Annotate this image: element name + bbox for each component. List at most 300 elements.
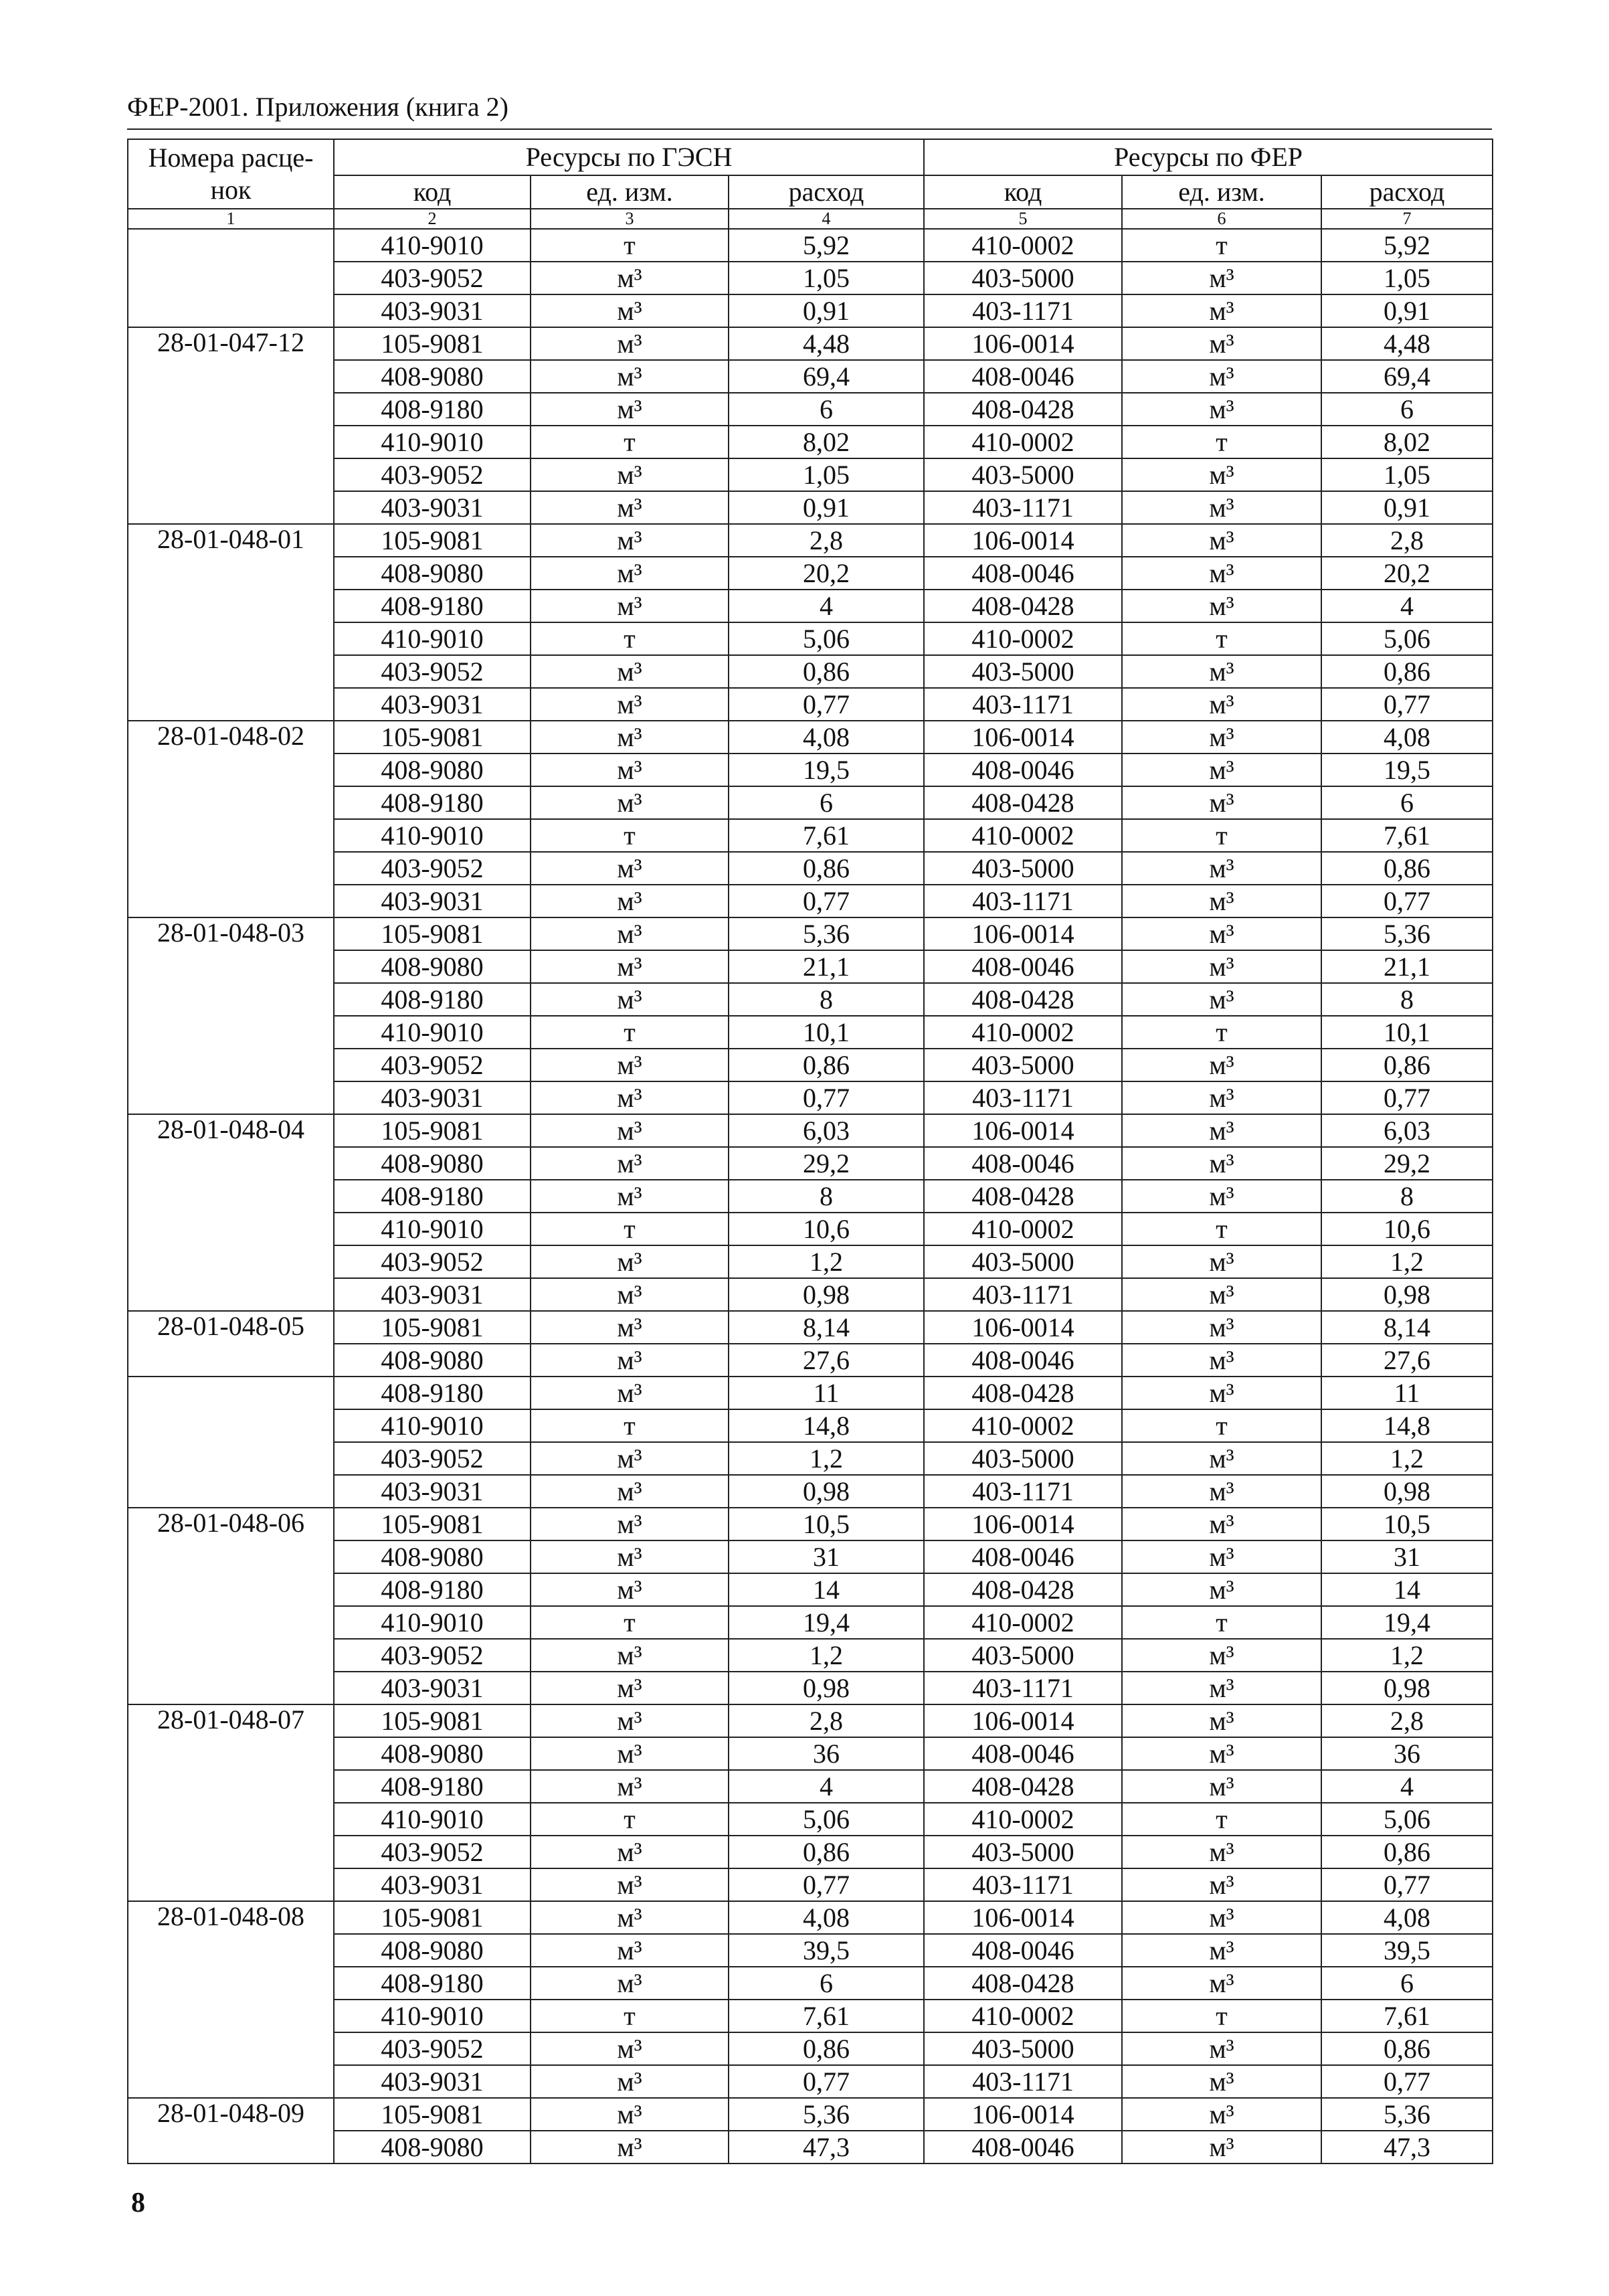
gesn-unit-cell: т	[531, 1803, 729, 1836]
gesn-consumption-cell: 20,2	[729, 557, 924, 590]
fer-code-cell: 403-1171	[924, 491, 1122, 524]
gesn-code-cell: 105-9081	[334, 524, 531, 557]
rate-code-cell: 28-01-048-07	[128, 1704, 334, 1901]
gesn-unit-cell: м³	[531, 917, 729, 950]
fer-consumption-cell: 36	[1321, 1737, 1493, 1770]
gesn-consumption-cell: 8,02	[729, 426, 924, 458]
gesn-unit-cell: м³	[531, 2032, 729, 2065]
fer-consumption-cell: 19,5	[1321, 754, 1493, 786]
gesn-code-cell: 408-9180	[334, 983, 531, 1016]
gesn-code-cell: 410-9010	[334, 2000, 531, 2032]
gesn-code-cell: 403-9052	[334, 1442, 531, 1475]
gesn-unit-cell: м³	[531, 557, 729, 590]
fer-code-cell: 403-1171	[924, 1672, 1122, 1704]
gesn-consumption-cell: 10,1	[729, 1016, 924, 1049]
gesn-consumption-cell: 0,86	[729, 1836, 924, 1868]
gesn-unit-cell: м³	[531, 2098, 729, 2131]
fer-consumption-cell: 7,61	[1321, 2000, 1493, 2032]
fer-unit-cell: м³	[1122, 1147, 1321, 1180]
fer-consumption-cell: 0,98	[1321, 1278, 1493, 1311]
fer-unit-cell: м³	[1122, 458, 1321, 491]
fer-code-header: код	[924, 175, 1122, 209]
fer-code-cell: 408-0046	[924, 1344, 1122, 1377]
fer-code-cell: 410-0002	[924, 1606, 1122, 1639]
table-row	[128, 721, 1493, 754]
fer-consumption-cell: 0,77	[1321, 1081, 1493, 1114]
fer-consumption-cell: 10,6	[1321, 1213, 1493, 1245]
gesn-consumption-cell: 19,4	[729, 1606, 924, 1639]
fer-code-cell: 410-0002	[924, 1213, 1122, 1245]
gesn-consumption-cell: 0,77	[729, 1868, 924, 1901]
fer-unit-cell: м³	[1122, 1049, 1321, 1081]
fer-code-cell: 403-5000	[924, 262, 1122, 294]
gesn-consumption-cell: 31	[729, 1540, 924, 1573]
fer-code-cell: 403-5000	[924, 2032, 1122, 2065]
table-row	[128, 1377, 1493, 1409]
gesn-unit-cell: т	[531, 426, 729, 458]
gesn-consumption-cell: 0,77	[729, 688, 924, 721]
gesn-unit-cell: т	[531, 1606, 729, 1639]
gesn-consumption-cell: 5,06	[729, 1803, 924, 1836]
gesn-unit-cell: м³	[531, 1770, 729, 1803]
fer-code-cell: 410-0002	[924, 229, 1122, 262]
fer-code-cell: 106-0014	[924, 917, 1122, 950]
fer-unit-cell: м³	[1122, 1672, 1321, 1704]
fer-unit-cell: м³	[1122, 885, 1321, 917]
gesn-code-cell: 410-9010	[334, 426, 531, 458]
fer-consumption-cell: 0,77	[1321, 1868, 1493, 1901]
fer-code-cell: 408-0046	[924, 1934, 1122, 1967]
fer-consumption-cell: 4	[1321, 590, 1493, 622]
gesn-unit-cell: м³	[531, 1573, 729, 1606]
fer-code-cell: 403-1171	[924, 1081, 1122, 1114]
fer-unit-cell: т	[1122, 819, 1321, 852]
fer-unit-cell: м³	[1122, 852, 1321, 885]
gesn-unit-cell: т	[531, 2000, 729, 2032]
fer-unit-cell: м³	[1122, 1442, 1321, 1475]
rate-code-cell	[128, 1377, 334, 1508]
gesn-unit-cell: м³	[531, 1311, 729, 1344]
fer-unit-cell: м³	[1122, 1114, 1321, 1147]
gesn-unit-cell: м³	[531, 491, 729, 524]
fer-consumption-cell: 4,08	[1321, 1901, 1493, 1934]
gesn-consumption-cell: 0,77	[729, 885, 924, 917]
gesn-unit-cell: м³	[531, 1540, 729, 1573]
fer-consumption-cell: 6,03	[1321, 1114, 1493, 1147]
fer-code-cell: 408-0046	[924, 1540, 1122, 1573]
fer-consumption-cell: 5,36	[1321, 2098, 1493, 2131]
resources-table	[127, 139, 1493, 2164]
column-number: 7	[1321, 209, 1493, 229]
gesn-unit-cell: т	[531, 229, 729, 262]
gesn-consumption-cell: 0,98	[729, 1475, 924, 1508]
gesn-code-cell: 105-9081	[334, 1901, 531, 1934]
gesn-code-cell: 408-9180	[334, 590, 531, 622]
gesn-unit-cell: м³	[531, 1147, 729, 1180]
fer-group-header: Ресурсы по ФЕР	[924, 139, 1493, 175]
fer-code-cell: 410-0002	[924, 426, 1122, 458]
gesn-code-cell: 105-9081	[334, 1311, 531, 1344]
gesn-unit-cell: м³	[531, 983, 729, 1016]
gesn-code-cell: 408-9180	[334, 393, 531, 426]
gesn-code-cell: 408-9180	[334, 786, 531, 819]
gesn-unit-cell: м³	[531, 721, 729, 754]
column-number: 3	[531, 209, 729, 229]
gesn-consumption-cell: 0,86	[729, 2032, 924, 2065]
fer-code-cell: 403-1171	[924, 1868, 1122, 1901]
gesn-consumption-cell: 0,77	[729, 1081, 924, 1114]
fer-consumption-cell: 39,5	[1321, 1934, 1493, 1967]
fer-consumption-cell: 0,98	[1321, 1672, 1493, 1704]
fer-consumption-cell: 10,5	[1321, 1508, 1493, 1540]
gesn-unit-cell: м³	[531, 1377, 729, 1409]
gesn-code-cell: 408-9080	[334, 754, 531, 786]
fer-unit-cell: м³	[1122, 360, 1321, 393]
fer-code-cell: 106-0014	[924, 327, 1122, 360]
fer-code-cell: 408-0428	[924, 1967, 1122, 2000]
fer-unit-cell: м³	[1122, 1508, 1321, 1540]
fer-code-cell: 403-1171	[924, 1278, 1122, 1311]
column-number: 2	[334, 209, 531, 229]
fer-unit-cell: т	[1122, 1213, 1321, 1245]
fer-code-cell: 408-0046	[924, 2131, 1122, 2163]
gesn-unit-cell: м³	[531, 852, 729, 885]
fer-consumption-cell: 4,08	[1321, 721, 1493, 754]
table-row	[128, 2098, 1493, 2131]
gesn-code-cell: 410-9010	[334, 1409, 531, 1442]
fer-code-cell: 408-0428	[924, 786, 1122, 819]
gesn-code-cell: 408-9180	[334, 1180, 531, 1213]
gesn-consumption-cell: 1,05	[729, 262, 924, 294]
fer-unit-cell: м³	[1122, 590, 1321, 622]
gesn-unit-cell: м³	[531, 393, 729, 426]
gesn-consumption-cell: 27,6	[729, 1344, 924, 1377]
rate-code-cell: 28-01-048-02	[128, 721, 334, 917]
table-row	[128, 524, 1493, 557]
fer-unit-cell: м³	[1122, 524, 1321, 557]
fer-code-cell: 403-1171	[924, 688, 1122, 721]
fer-code-cell: 408-0428	[924, 1770, 1122, 1803]
fer-code-cell: 410-0002	[924, 1803, 1122, 1836]
fer-unit-cell: м³	[1122, 557, 1321, 590]
fer-consumption-cell: 11	[1321, 1377, 1493, 1409]
table-row	[128, 229, 1493, 262]
gesn-unit-cell: м³	[531, 786, 729, 819]
fer-code-cell: 410-0002	[924, 2000, 1122, 2032]
gesn-consumption-cell: 0,98	[729, 1278, 924, 1311]
gesn-code-cell: 403-9052	[334, 852, 531, 885]
gesn-unit-cell: м³	[531, 262, 729, 294]
fer-code-cell: 403-5000	[924, 655, 1122, 688]
fer-consumption-cell: 5,06	[1321, 1803, 1493, 1836]
fer-unit-cell: м³	[1122, 1967, 1321, 2000]
fer-unit-cell: м³	[1122, 950, 1321, 983]
gesn-consumption-cell: 39,5	[729, 1934, 924, 1967]
fer-code-cell: 408-0428	[924, 590, 1122, 622]
fer-unit-cell: м³	[1122, 655, 1321, 688]
fer-unit-cell: м³	[1122, 1901, 1321, 1934]
fer-code-cell: 408-0428	[924, 393, 1122, 426]
column-number: 6	[1122, 209, 1321, 229]
gesn-consumption-cell: 0,86	[729, 852, 924, 885]
fer-code-cell: 408-0046	[924, 754, 1122, 786]
fer-unit-cell: м³	[1122, 1311, 1321, 1344]
gesn-unit-cell: м³	[531, 1901, 729, 1934]
fer-unit-cell: м³	[1122, 1868, 1321, 1901]
fer-consumption-cell: 5,92	[1321, 229, 1493, 262]
gesn-code-cell: 403-9031	[334, 1081, 531, 1114]
gesn-code-cell: 408-9180	[334, 1573, 531, 1606]
fer-unit-cell: м³	[1122, 1836, 1321, 1868]
gesn-code-cell: 403-9031	[334, 2065, 531, 2098]
gesn-consumption-cell: 6	[729, 393, 924, 426]
fer-unit-cell: м³	[1122, 1180, 1321, 1213]
fer-code-cell: 403-5000	[924, 1245, 1122, 1278]
gesn-code-cell: 408-9080	[334, 1147, 531, 1180]
fer-consumption-cell: 5,36	[1321, 917, 1493, 950]
fer-consumption-cell: 14,8	[1321, 1409, 1493, 1442]
gesn-code-cell: 105-9081	[334, 721, 531, 754]
gesn-code-header: код	[334, 175, 531, 209]
fer-unit-cell: м³	[1122, 262, 1321, 294]
fer-code-cell: 106-0014	[924, 1311, 1122, 1344]
gesn-consumption-cell: 4,48	[729, 327, 924, 360]
fer-consumption-cell: 1,05	[1321, 262, 1493, 294]
gesn-unit-cell: м³	[531, 294, 729, 327]
fer-unit-cell: м³	[1122, 294, 1321, 327]
fer-unit-cell: м³	[1122, 393, 1321, 426]
fer-consumption-cell: 0,91	[1321, 294, 1493, 327]
table-row	[128, 1311, 1493, 1344]
gesn-unit-cell: м³	[531, 1442, 729, 1475]
fer-unit-cell: м³	[1122, 1245, 1321, 1278]
fer-consumption-cell: 0,86	[1321, 655, 1493, 688]
gesn-consumption-cell: 5,92	[729, 229, 924, 262]
fer-code-cell: 410-0002	[924, 622, 1122, 655]
gesn-code-cell: 403-9031	[334, 294, 531, 327]
gesn-unit-cell: м³	[531, 360, 729, 393]
fer-consumption-cell: 1,2	[1321, 1442, 1493, 1475]
fer-code-cell: 408-0428	[924, 1377, 1122, 1409]
fer-consumption-cell: 31	[1321, 1540, 1493, 1573]
gesn-code-cell: 410-9010	[334, 1606, 531, 1639]
fer-consumption-cell: 21,1	[1321, 950, 1493, 983]
gesn-consumption-cell: 4,08	[729, 1901, 924, 1934]
fer-unit-cell: м³	[1122, 327, 1321, 360]
fer-consumption-cell: 0,98	[1321, 1475, 1493, 1508]
fer-consumption-cell: 0,77	[1321, 2065, 1493, 2098]
fer-unit-cell: м³	[1122, 917, 1321, 950]
fer-unit-cell: т	[1122, 426, 1321, 458]
gesn-unit-cell: м³	[531, 1081, 729, 1114]
gesn-consumption-cell: 6	[729, 1967, 924, 2000]
gesn-unit-cell: м³	[531, 1344, 729, 1377]
fer-consumption-cell: 14	[1321, 1573, 1493, 1606]
fer-consumption-cell: 8,02	[1321, 426, 1493, 458]
fer-consumption-cell: 69,4	[1321, 360, 1493, 393]
fer-consumption-cell: 5,06	[1321, 622, 1493, 655]
gesn-consumption-cell: 14,8	[729, 1409, 924, 1442]
gesn-consumption-cell: 10,6	[729, 1213, 924, 1245]
gesn-consumption-cell: 6,03	[729, 1114, 924, 1147]
gesn-unit-cell: т	[531, 1213, 729, 1245]
fer-code-cell: 408-0046	[924, 950, 1122, 983]
gesn-unit-cell: м³	[531, 655, 729, 688]
fer-unit-cell: т	[1122, 229, 1321, 262]
fer-code-cell: 106-0014	[924, 2098, 1122, 2131]
fer-unit-cell: т	[1122, 2000, 1321, 2032]
fer-unit-cell: м³	[1122, 1377, 1321, 1409]
gesn-code-cell: 105-9081	[334, 327, 531, 360]
gesn-consumption-cell: 19,5	[729, 754, 924, 786]
fer-code-cell: 403-1171	[924, 885, 1122, 917]
gesn-unit-cell: м³	[531, 1934, 729, 1967]
gesn-code-cell: 408-9080	[334, 360, 531, 393]
fer-consumption-cell: 20,2	[1321, 557, 1493, 590]
rate-code-cell: 28-01-048-04	[128, 1114, 334, 1311]
gesn-consumption-cell: 2,8	[729, 1704, 924, 1737]
gesn-consumption-cell: 36	[729, 1737, 924, 1770]
fer-unit-cell: м³	[1122, 2065, 1321, 2098]
gesn-consumption-cell: 6	[729, 786, 924, 819]
fer-consumption-cell: 0,77	[1321, 885, 1493, 917]
table-row	[128, 327, 1493, 360]
gesn-code-cell: 408-9080	[334, 950, 531, 983]
gesn-consumption-cell: 8,14	[729, 1311, 924, 1344]
gesn-code-cell: 403-9031	[334, 491, 531, 524]
gesn-consumption-cell: 0,86	[729, 655, 924, 688]
gesn-consumption-cell: 0,77	[729, 2065, 924, 2098]
gesn-unit-cell: м³	[531, 754, 729, 786]
gesn-code-cell: 408-9080	[334, 1344, 531, 1377]
gesn-consumption-cell: 0,98	[729, 1672, 924, 1704]
gesn-consumption-cell: 8	[729, 1180, 924, 1213]
gesn-unit-cell: м³	[531, 1967, 729, 2000]
rate-code-cell: 28-01-048-09	[128, 2098, 334, 2163]
fer-consumption-cell: 6	[1321, 1967, 1493, 2000]
gesn-unit-cell: м³	[531, 327, 729, 360]
gesn-consumption-cell: 2,8	[729, 524, 924, 557]
fer-unit-cell: м³	[1122, 1639, 1321, 1672]
fer-code-cell: 403-1171	[924, 294, 1122, 327]
fer-consumption-cell: 8	[1321, 1180, 1493, 1213]
gesn-code-cell: 410-9010	[334, 229, 531, 262]
gesn-unit-cell: м³	[531, 1180, 729, 1213]
gesn-unit-cell: м³	[531, 1475, 729, 1508]
rate-code-cell: 28-01-048-06	[128, 1508, 334, 1704]
gesn-code-cell: 403-9052	[334, 655, 531, 688]
fer-unit-cell: т	[1122, 622, 1321, 655]
fer-unit-cell: м³	[1122, 1540, 1321, 1573]
gesn-consumption-cell: 0,86	[729, 1049, 924, 1081]
gesn-consumption-cell: 5,36	[729, 917, 924, 950]
gesn-consumption-cell: 7,61	[729, 819, 924, 852]
gesn-consumption-cell: 5,36	[729, 2098, 924, 2131]
gesn-consumption-cell: 1,2	[729, 1245, 924, 1278]
gesn-code-cell: 408-9080	[334, 557, 531, 590]
fer-unit-cell: м³	[1122, 1737, 1321, 1770]
fer-consumption-cell: 10,1	[1321, 1016, 1493, 1049]
fer-consumption-cell: 8,14	[1321, 1311, 1493, 1344]
gesn-code-cell: 403-9031	[334, 1278, 531, 1311]
gesn-consumption-cell: 21,1	[729, 950, 924, 983]
fer-consumption-cell: 0,86	[1321, 2032, 1493, 2065]
gesn-unit-cell: м³	[531, 2131, 729, 2163]
fer-consumption-header: расход	[1321, 175, 1493, 209]
fer-consumption-cell: 29,2	[1321, 1147, 1493, 1180]
fer-code-cell: 403-5000	[924, 458, 1122, 491]
gesn-unit-cell: м³	[531, 688, 729, 721]
gesn-unit-cell: м³	[531, 1639, 729, 1672]
gesn-code-cell: 403-9052	[334, 1049, 531, 1081]
rate-code-cell: 28-01-048-08	[128, 1901, 334, 2098]
gesn-unit-cell: т	[531, 1409, 729, 1442]
fer-consumption-cell: 7,61	[1321, 819, 1493, 852]
gesn-unit-cell: м³	[531, 1737, 729, 1770]
fer-unit-cell: м³	[1122, 1344, 1321, 1377]
gesn-code-cell: 410-9010	[334, 819, 531, 852]
gesn-unit-cell: м³	[531, 885, 729, 917]
table-row	[128, 917, 1493, 950]
fer-code-cell: 410-0002	[924, 1016, 1122, 1049]
table-row	[128, 1114, 1493, 1147]
gesn-group-header: Ресурсы по ГЭСН	[334, 139, 924, 175]
gesn-code-cell: 408-9080	[334, 2131, 531, 2163]
gesn-unit-cell: м³	[531, 1278, 729, 1311]
fer-code-cell: 403-5000	[924, 1049, 1122, 1081]
fer-code-cell: 403-1171	[924, 1475, 1122, 1508]
fer-consumption-cell: 6	[1321, 786, 1493, 819]
gesn-consumption-cell: 4	[729, 1770, 924, 1803]
gesn-code-cell: 403-9031	[334, 1475, 531, 1508]
rates-column-header: Номера расце-нок	[128, 139, 334, 209]
gesn-code-cell: 105-9081	[334, 2098, 531, 2131]
fer-consumption-cell: 8	[1321, 983, 1493, 1016]
gesn-consumption-cell: 7,61	[729, 2000, 924, 2032]
gesn-unit-cell: м³	[531, 2065, 729, 2098]
rate-code-cell: 28-01-048-01	[128, 524, 334, 721]
fer-unit-cell: м³	[1122, 1081, 1321, 1114]
gesn-unit-cell: т	[531, 819, 729, 852]
gesn-consumption-cell: 8	[729, 983, 924, 1016]
fer-code-cell: 403-5000	[924, 1639, 1122, 1672]
gesn-code-cell: 408-9080	[334, 1737, 531, 1770]
fer-unit-cell: т	[1122, 1803, 1321, 1836]
fer-unit-cell: м³	[1122, 786, 1321, 819]
gesn-unit-cell: м³	[531, 1049, 729, 1081]
gesn-code-cell: 105-9081	[334, 1508, 531, 1540]
page-number: 8	[131, 2188, 145, 2218]
gesn-code-cell: 403-9031	[334, 1672, 531, 1704]
fer-code-cell: 106-0014	[924, 1704, 1122, 1737]
gesn-code-cell: 403-9031	[334, 885, 531, 917]
fer-consumption-cell: 27,6	[1321, 1344, 1493, 1377]
gesn-unit-cell: м³	[531, 1114, 729, 1147]
table-row	[128, 1508, 1493, 1540]
gesn-consumption-cell: 10,5	[729, 1508, 924, 1540]
table-row	[128, 1901, 1493, 1934]
fer-unit-header: ед. изм.	[1122, 175, 1321, 209]
fer-unit-cell: т	[1122, 1409, 1321, 1442]
fer-unit-cell: т	[1122, 1606, 1321, 1639]
fer-unit-cell: м³	[1122, 2131, 1321, 2163]
gesn-consumption-header: расход	[729, 175, 924, 209]
gesn-code-cell: 105-9081	[334, 1704, 531, 1737]
gesn-consumption-cell: 1,05	[729, 458, 924, 491]
fer-unit-cell: т	[1122, 1016, 1321, 1049]
fer-code-cell: 106-0014	[924, 524, 1122, 557]
rate-code-cell: 28-01-048-03	[128, 917, 334, 1114]
